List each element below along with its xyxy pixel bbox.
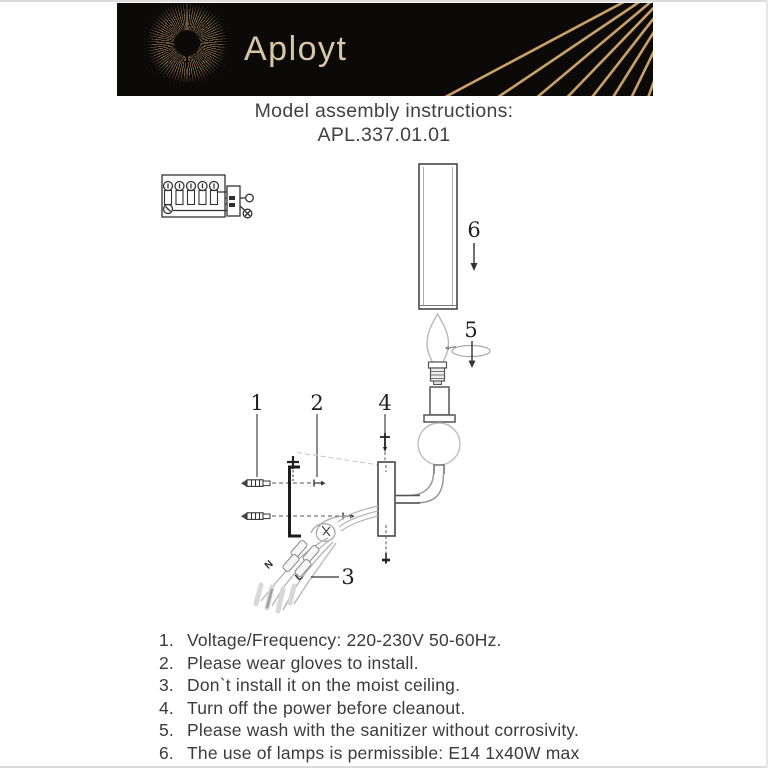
- mounting-bracket: [287, 453, 379, 537]
- wire-label-neutral: N: [262, 558, 276, 572]
- instruction-item: [152, 719, 579, 742]
- socket-cup: [418, 387, 460, 474]
- page-title: Model assembly instructions:: [254, 100, 514, 122]
- instruction-item: [152, 697, 579, 720]
- wires: [256, 506, 378, 611]
- svg-text:6: 6: [467, 218, 481, 242]
- instruction-text: Turn off the power before cleanout.: [187, 697, 466, 718]
- instruction-item: [152, 674, 579, 697]
- instruction-text: Voltage/Frequency: 220-230V 50-60Hz.: [187, 630, 502, 650]
- instructions-list: [152, 629, 579, 764]
- label-4: [378, 391, 391, 462]
- instruction-text: Please wear gloves to install.: [187, 652, 419, 673]
- svg-text:4: 4: [378, 391, 392, 415]
- instruction-number: 2.: [159, 652, 174, 673]
- instruction-text: The use of lamps is permissible: E14 1x40W max: [187, 742, 580, 763]
- svg-text:1: 1: [250, 391, 264, 415]
- instruction-item: [152, 742, 579, 765]
- wire-label-live: L: [293, 571, 306, 584]
- label-2: [310, 391, 323, 477]
- corner-rays-icon: [117, 3, 653, 96]
- model-number: APL.337.01.01: [317, 124, 451, 146]
- brand-logo-text: Aployt: [244, 30, 348, 68]
- bulb: [427, 314, 449, 385]
- svg-text:5: 5: [464, 318, 478, 342]
- instruction-number: 4.: [159, 697, 174, 718]
- instruction-item: [152, 629, 579, 652]
- terminal-block-diagram: [162, 175, 253, 218]
- wall-anchor-row-1: [241, 480, 326, 488]
- instruction-item: [152, 652, 579, 675]
- instruction-number: 6.: [159, 742, 174, 763]
- wall-plate: [378, 462, 395, 564]
- instruction-text: Please wash with the sanitizer without corrosivity.: [187, 720, 580, 740]
- svg-text:2: 2: [310, 391, 324, 415]
- shade-tube: [419, 164, 457, 309]
- instruction-number: 3.: [159, 675, 174, 695]
- label-5: [445, 318, 491, 368]
- scan-edge-top: [0, 0, 768, 2]
- assembly-diagram: [0, 152, 768, 630]
- label-6: [467, 218, 480, 271]
- instruction-text: Don`t install it on the moist ceiling.: [187, 675, 461, 695]
- lamp-arm: [395, 474, 444, 503]
- instruction-number: 5.: [159, 720, 174, 740]
- instruction-number: 1.: [159, 630, 174, 650]
- label-1: [250, 391, 263, 477]
- brand-banner: [117, 3, 653, 96]
- svg-text:3: 3: [341, 565, 355, 589]
